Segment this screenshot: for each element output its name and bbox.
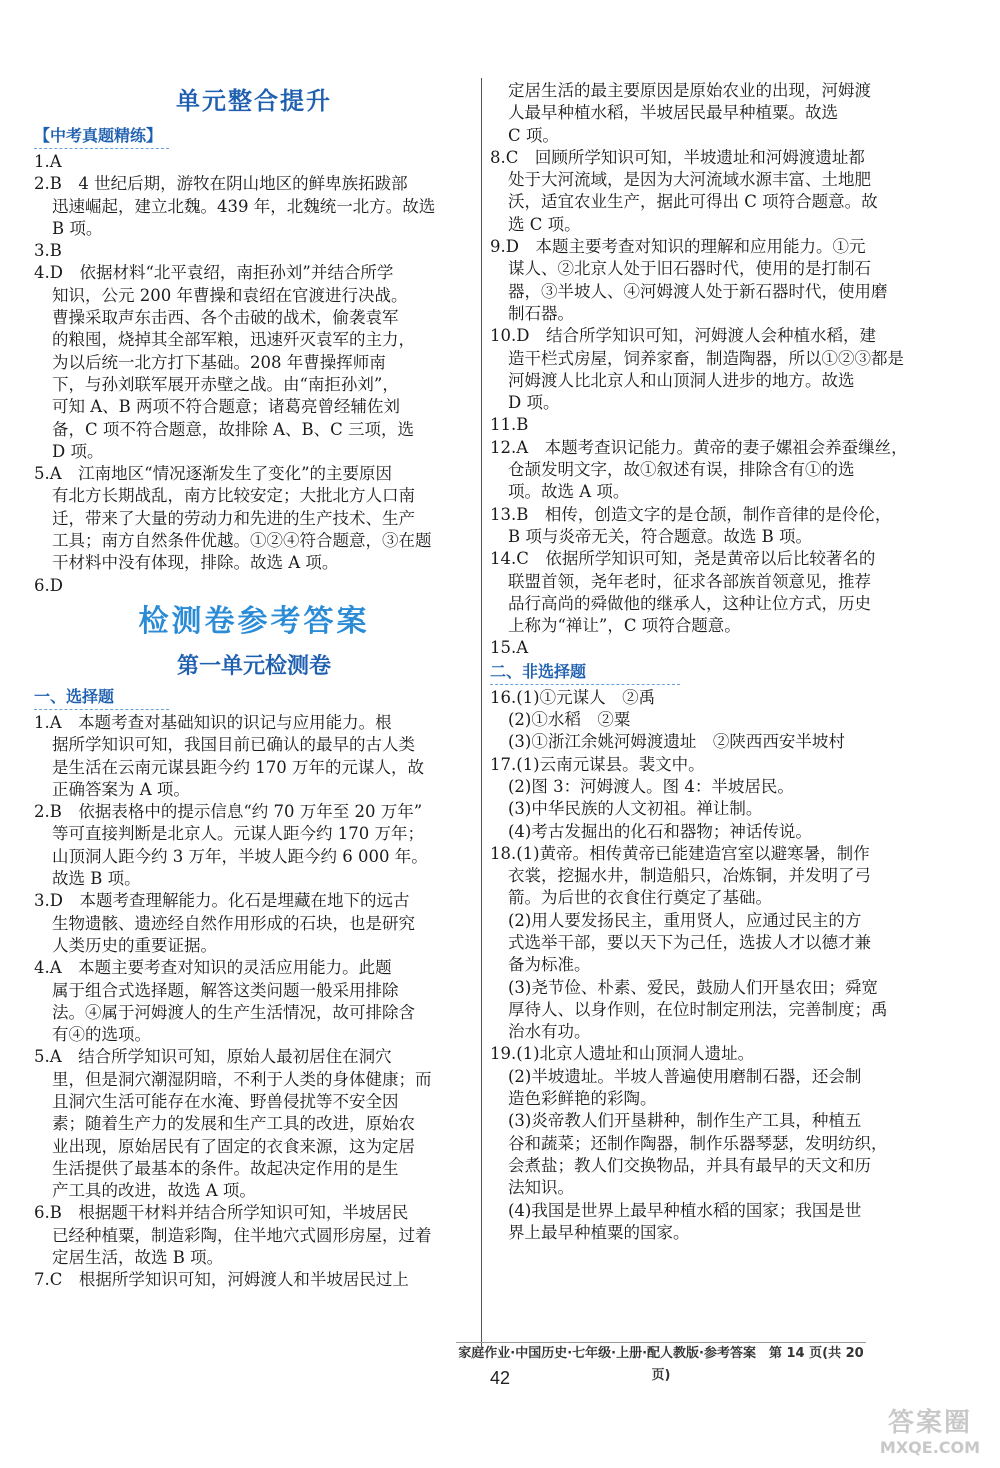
answer-line: 曹操采取声东击西、各个击破的战术，偷袭袁军	[52, 308, 399, 328]
answer-line: 人最早种植水稻，半坡居民最早种植粟。故选	[508, 103, 838, 123]
answer-block	[490, 236, 930, 325]
answer-line: 为以后统一北方打下基础。208 年曹操挥师南	[52, 352, 386, 372]
answer-block	[34, 173, 474, 240]
answer-item: 6.D	[34, 575, 63, 595]
answer-block	[34, 890, 474, 957]
answer-line: 法知识。	[508, 1178, 574, 1198]
answer-line: 式选举干部，要以天下为己任，选拔人才以德才兼	[508, 932, 871, 952]
answer-line: 故选 B 项。	[52, 869, 141, 889]
answer-block	[490, 754, 930, 843]
answer-block-continued	[490, 80, 930, 147]
answer-line: 箭。为后世的衣食住行奠定了基础。	[508, 888, 772, 908]
answer-line: 17.(1)云南元谋县。裴文中。	[490, 754, 705, 774]
answer-block	[34, 712, 474, 801]
answer-line: (3)尧节俭、朴素、爱民，鼓励人们开垦农田；舜宽	[508, 977, 878, 997]
answer-line: 品行高尚的舜做他的继承人，这种让位方式，历史	[508, 593, 871, 613]
answer-line: 界上最早种植粟的国家。	[508, 1222, 690, 1242]
answer-line: 5.A 江南地区“情况逐渐发生了变化”的主要原因	[34, 464, 393, 484]
answer-line: 治水有功。	[508, 1022, 591, 1042]
footer-caption: 家庭作业·中国历史·七年级·上册·配人教版·参考答案 第 14 页(共 20 页)	[456, 1342, 866, 1365]
answer-line: 12.A 本题考查识记能力。黄帝的妻子嫘祖会养蚕缫丝，	[490, 437, 908, 457]
answer-line: 器，③半坡人、④河姆渡人处于新石器时代，使用磨	[508, 281, 888, 301]
answer-line: 3.D 本题考查理解能力。化石是埋藏在地下的远古	[34, 891, 410, 911]
answer-line: 谋人、②北京人处于旧石器时代，使用的是打制石	[508, 259, 871, 279]
answer-line: 工具；南方自然条件优越。①②④符合题意，③在题	[52, 531, 432, 551]
answer-line: 正确答案为 A 项。	[52, 779, 190, 799]
answer-block	[490, 504, 930, 549]
watermark-text-top: 答案圈	[887, 1408, 972, 1438]
unit1-title: 第一单元检测卷	[176, 652, 331, 679]
answer-line: 有④的选项。	[52, 1025, 151, 1045]
answer-line: 8.C 回顾所学知识可知，半坡遗址和河姆渡遗址都	[490, 147, 865, 167]
answer-block	[490, 325, 930, 414]
answer-line: 素；随着生产力的发展和生产工具的改进，原始农	[52, 1114, 415, 1134]
answer-line: 6.B 根据题干材料并结合所学知识可知，半坡居民	[34, 1203, 409, 1223]
answer-block	[34, 957, 474, 1046]
answer-line: (3)中华民族的人文初祖。禅让制。	[508, 799, 763, 819]
answer-block	[34, 1046, 474, 1202]
answer-line: 有北方长期战乱，南方比较安定；大批北方人口南	[52, 486, 415, 506]
answer-line: 业出现，原始居民有了固定的衣食来源，这为定居	[52, 1136, 415, 1156]
answer-line: 等可直接判断是北京人。元谋人距今约 170 万年；	[52, 824, 424, 844]
answer-line: 迅速崛起，建立北魏。439 年，北魏统一北方。故选	[52, 196, 436, 216]
answer-line: 里，但是洞穴潮湿阴暗，不利于人类的身体健康；而	[52, 1069, 432, 1089]
answer-line: 会煮盐；教人们交换物品，并具有最早的天文和历	[508, 1155, 871, 1175]
answer-line: B 项与炎帝无关，符合题意。故选 B 项。	[508, 526, 812, 546]
watermark-logo	[870, 1408, 990, 1464]
answers-title: 检测卷参考答案	[138, 603, 370, 639]
answer-line: (2)半坡遗址。半坡人普遍使用磨制石器，还会制	[508, 1066, 862, 1086]
answer-line: 13.B 相传，创造文字的是仓颉，制作音律的是伶伦，	[490, 504, 892, 524]
answer-line: 4.D 依据材料“北平袁绍，南拒孙刘”并结合所学	[34, 263, 394, 283]
section-exam-heading: 【中考真题精练】	[34, 124, 169, 149]
answer-line: 属于组合式选择题，解答这类问题一般采用排除	[52, 980, 399, 1000]
answer-block	[490, 147, 930, 236]
answer-line: 造干栏式房屋，饲养家畜，制造陶器，所以①②③都是	[508, 348, 904, 368]
answer-line: 选 C 项。	[508, 214, 581, 234]
answer-line: 据所学知识可知，我国目前已确认的最早的古人类	[52, 735, 415, 755]
right-column	[490, 80, 930, 1244]
answer-line: 产工具的改进，故选 A 项。	[52, 1181, 256, 1201]
answer-line: 可知 A、B 两项不符合题意；诸葛亮曾经辅佐刘	[52, 397, 401, 417]
answer-line: 衣裳，挖掘水井，制造船只，冶炼铜，并发明了弓	[508, 866, 871, 886]
answer-line: 谷和蔬菜；还制作陶器，制作乐器琴瑟，发明纺织，	[508, 1133, 888, 1153]
answer-line: C 项。	[508, 125, 559, 145]
section-nonchoice-heading: 二、非选择题	[490, 660, 680, 685]
answer-line: 迁，带来了大量的劳动力和先进的生产技术、生产	[52, 508, 415, 528]
answer-line: 4.A 本题主要考查对知识的灵活应用能力。此题	[34, 958, 392, 978]
answer-line: 且洞穴生活可能存在水淹、野兽侵扰等不安全因	[52, 1091, 399, 1111]
answer-line: 2.B 依据表格中的提示信息“约 70 万年至 20 万年”	[34, 802, 423, 822]
answer-line: B 项。	[52, 218, 103, 238]
answer-line: 仓颉发明文字，故①叙述有误，排除含有①的选	[508, 460, 855, 480]
answer-line: 备为标准。	[508, 955, 591, 975]
answer-line: 1.A 本题考查对基础知识的识记与应用能力。根	[34, 712, 392, 732]
answer-line: 造色彩鲜艳的彩陶。	[508, 1089, 657, 1109]
answer-block	[490, 548, 930, 637]
answer-line: 9.D 本题主要考查对知识的理解和应用能力。①元	[490, 237, 866, 257]
column-divider	[481, 78, 482, 1348]
answer-item: 7.C 根据所学知识可知，河姆渡人和半坡居民过上	[34, 1270, 409, 1290]
answer-line: 沃，适宜农业生产，据此可得出 C 项符合题意。故	[508, 192, 878, 212]
answer-line: 定居生活，故选 B 项。	[52, 1248, 224, 1268]
answer-block	[34, 262, 474, 463]
answer-line: 上称为“禅让”，C 项符合题意。	[508, 616, 741, 636]
answer-item: 15.A	[490, 638, 529, 658]
answer-line: (4)考古发掘出的化石和器物；神话传说。	[508, 821, 812, 841]
answer-line: (2)用人要发扬民主，重用贤人，应通过民主的方	[508, 910, 862, 930]
answer-line: 2.B 4 世纪后期，游牧在阴山地区的鲜卑族拓跋部	[34, 174, 408, 194]
answer-line: 14.C 依据所学知识可知，尧是黄帝以后比较著名的	[490, 549, 876, 569]
answer-line: 生活提供了最基本的条件。故起决定作用的是生	[52, 1158, 399, 1178]
answer-line: 生物遗骸、遗迹经自然作用形成的石块，也是研究	[52, 913, 415, 933]
answer-line: 知识，公元 200 年曹操和袁绍在官渡进行决战。	[52, 285, 408, 305]
answer-line: 处于大河流域，是因为大河流域水源丰富、土地肥	[508, 170, 871, 190]
answer-item: 3.B	[34, 241, 62, 261]
answer-block	[34, 801, 474, 890]
answer-line: 联盟首领，尧年老时，征求各部族首领意见，推荐	[508, 571, 871, 591]
answer-item: 1.A	[34, 152, 62, 171]
answer-line: (4)我国是世界上最早种植水稻的国家；我国是世	[508, 1200, 862, 1220]
section-choice-heading: 一、选择题	[34, 685, 169, 710]
page-number: 42	[489, 1368, 511, 1388]
answer-line: 山顶洞人距今约 3 万年，半坡人距今约 6 000 年。	[52, 846, 428, 866]
answer-line: 下，与孙刘联军展开赤壁之战。由“南拒孙刘”，	[52, 374, 399, 394]
answer-block	[490, 437, 930, 504]
answer-line: 河姆渡人比北京人和山顶洞人进步的地方。故选	[508, 370, 855, 390]
answer-line: (2)图 3：河姆渡人。图 4：半坡居民。	[508, 776, 794, 796]
answer-line: 定居生活的最主要原因是原始农业的出现，河姆渡	[508, 81, 871, 100]
answer-line: 5.A 结合所学知识可知，原始人最初居住在洞穴	[34, 1047, 392, 1067]
answer-line: 备，C 项不符合题意，故排除 A、B、C 三项，选	[52, 419, 415, 439]
answer-line: 人类历史的重要证据。	[52, 935, 217, 955]
answer-block	[490, 843, 930, 1044]
answer-line: (2)①水稻 ②粟	[508, 710, 631, 730]
answer-item: 11.B	[490, 415, 529, 435]
answer-block	[490, 687, 930, 754]
answer-block	[34, 1202, 474, 1269]
answer-line: 项。故选 A 项。	[508, 482, 630, 502]
answer-line: 16.(1)①元谋人 ②禹	[490, 687, 656, 707]
answer-block	[34, 463, 474, 574]
answer-line: 已经种植粟，制造彩陶，住半地穴式圆形房屋，过着	[52, 1225, 432, 1245]
answer-line: 10.D 结合所学知识可知，河姆渡人会种植水稻，建	[490, 326, 876, 346]
unit-title: 单元整合提升	[176, 86, 332, 115]
answer-line: 干材料中没有体现，排除。故选 A 项。	[52, 553, 339, 573]
answer-line: 制石器。	[508, 303, 574, 323]
answer-line: 法。④属于河姆渡人的生产生活情况，故可排除含	[52, 1002, 415, 1022]
left-column	[34, 78, 474, 1292]
answer-line: 厚待人、以身作则，在位时制定刑法，完善制度；禹	[508, 999, 888, 1019]
answer-line: (3)①浙江余姚河姆渡遗址 ②陕西西安半坡村	[508, 732, 845, 752]
answer-block	[490, 1043, 930, 1244]
answer-line: 是生活在云南元谋县距今约 170 万年的元谋人，故	[52, 757, 424, 777]
answer-line: 18.(1)黄帝。相传黄帝已能建造宫室以避寒暑，制作	[490, 843, 870, 863]
answer-line: 19.(1)北京人遗址和山顶洞人遗址。	[490, 1044, 755, 1064]
answer-line: D 项。	[52, 441, 104, 461]
answer-line: D 项。	[508, 393, 560, 413]
answer-line: (3)炎帝教人们开垦耕种，制作生产工具，种植五	[508, 1111, 862, 1131]
watermark-text-bottom: MXQE.COM	[879, 1438, 981, 1457]
answer-line: 的粮囤，烧掉其全部军粮，迅速歼灭袁军的主力，	[52, 330, 415, 350]
